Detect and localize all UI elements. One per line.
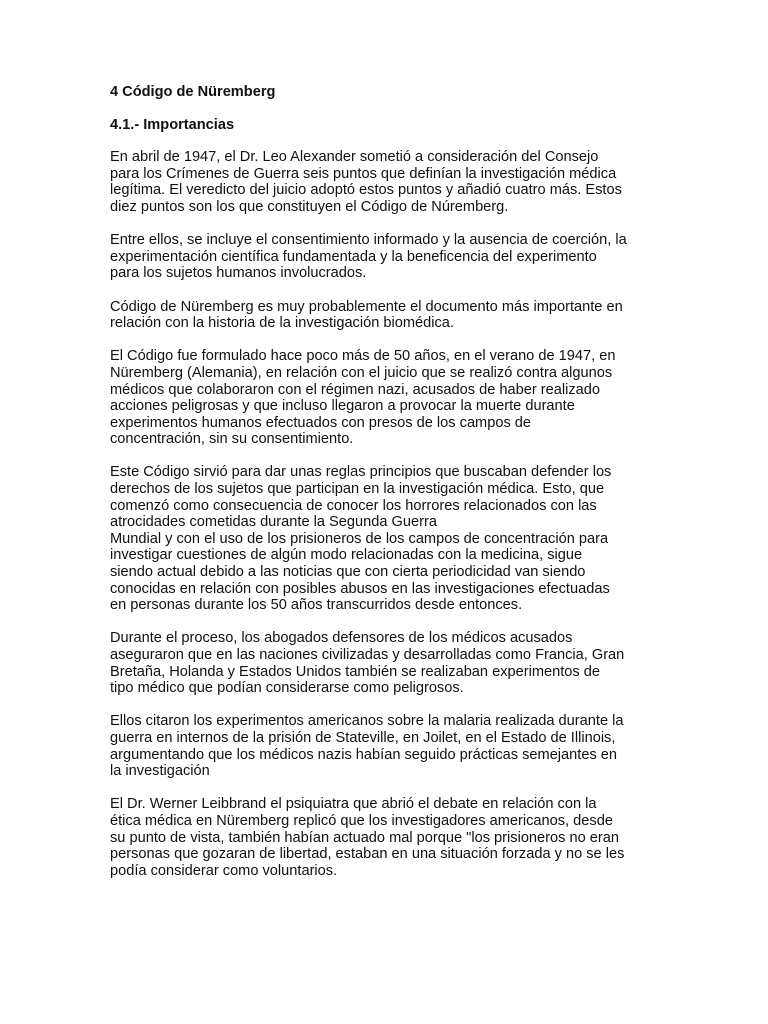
- paragraph-line: la investigación: [110, 763, 210, 780]
- paragraph: [110, 299, 670, 332]
- paragraph: [110, 713, 670, 779]
- paragraph-line: Entre ellos, se incluye el consentimiento informado y la ausencia de coerción, la: [110, 232, 627, 249]
- paragraph-line: su punto de vista, también habían actuado mal porque "los prisioneros no eran: [110, 829, 619, 846]
- paragraph-line: relación con la historia de la investigación biomédica.: [110, 315, 454, 332]
- paragraph-line: Bretaña, Holanda y Estados Unidos también se realizaban experimentos de: [110, 663, 600, 680]
- paragraph-line: en personas durante los 50 años transcurridos desde entonces.: [110, 597, 523, 614]
- paragraph-line: experimentos humanos efectuados con presos de los campos de: [110, 414, 532, 431]
- section-heading: 4.1.- Importancias: [110, 116, 235, 133]
- paragraph-line: argumentando que los médicos nazis habían seguido prácticas semejantes en: [110, 746, 618, 763]
- paragraph-line: para los sujetos humanos involucrados.: [110, 265, 367, 282]
- paragraph-line: Durante el proceso, los abogados defensores de los médicos acusados: [110, 630, 573, 647]
- document-body: [110, 84, 670, 896]
- document-title: 4 Código de Nüremberg: [110, 84, 276, 100]
- paragraph-line: Ellos citaron los experimentos americanos sobre la malaria realizada durante la: [110, 713, 624, 730]
- paragraph-list: [110, 149, 670, 879]
- paragraph-line: Mundial y con el uso de los prisioneros de los campos de concentración para: [110, 530, 609, 547]
- paragraph: [110, 232, 670, 282]
- paragraph-line: tipo médico que podían considerarse como peligrosos.: [110, 680, 464, 697]
- paragraph-line: Nüremberg (Alemania), en relación con el juicio que se realizó contra algunos: [110, 364, 613, 381]
- paragraph-line: diez puntos son los que constituyen el Código de Núremberg.: [110, 198, 509, 215]
- paragraph: [110, 796, 670, 879]
- paragraph: [110, 348, 670, 448]
- paragraph-line: comenzó como consecuencia de conocer los horrores relacionados con las: [110, 497, 597, 514]
- paragraph-line: guerra en internos de la prisión de Stateville, en Joilet, en el Estado de Illinois,: [110, 729, 616, 746]
- paragraph-line: conocidas en relación con posibles abusos en las investigaciones efectuadas: [110, 580, 610, 597]
- paragraph-line: aseguraron que en las naciones civilizadas y desarrolladas como Francia, Gran: [110, 647, 625, 663]
- paragraph-line: investigar cuestiones de algún modo relacionadas con la medicina, sigue: [110, 547, 583, 564]
- paragraph-line: personas que gozaran de libertad, estaban en una situación forzada y no se les: [110, 846, 625, 863]
- paragraph-line: acciones peligrosas y que incluso llegaron a provocar la muerte durante: [110, 398, 575, 415]
- paragraph: [110, 630, 670, 696]
- paragraph-line: experimentación científica fundamentada y la beneficencia del experimento: [110, 248, 597, 265]
- paragraph-line: legítima. El veredicto del juicio adoptó estos puntos y añadió cuatro más. Estos: [110, 182, 622, 199]
- paragraph-line: ética médica en Nüremberg replicó que los investigadores americanos, desde: [110, 812, 613, 829]
- paragraph-line: El Código fue formulado hace poco más de 50 años, en el verano de 1947, en: [110, 348, 616, 365]
- paragraph-line: Código de Nüremberg es muy probablemente el documento más importante en: [110, 298, 623, 315]
- paragraph: [110, 149, 670, 215]
- paragraph-line: concentración, sin su consentimiento.: [110, 431, 354, 448]
- paragraph-line: derechos de los sujetos que participan en la investigación médica. Esto, que: [110, 481, 605, 498]
- paragraph-line: Este Código sirvió para dar unas reglas principios que buscaban defender los: [110, 464, 612, 481]
- paragraph-line: médicos que colaboraron con el régimen nazi, acusados de haber realizado: [110, 381, 601, 398]
- paragraph-line: podía considerar como voluntarios.: [110, 862, 338, 879]
- paragraph-line: En abril de 1947, el Dr. Leo Alexander sometió a consideración del Consejo: [110, 149, 599, 166]
- paragraph-line: para los Crímenes de Guerra seis puntos que definían la investigación médica: [110, 165, 617, 182]
- paragraph-line: atrocidades cometidas durante la Segunda Guerra: [110, 514, 437, 531]
- paragraph: [110, 464, 670, 613]
- paragraph-line: siendo actual debido a las noticias que con cierta periodicidad van siendo: [110, 564, 586, 581]
- paragraph-line: El Dr. Werner Leibbrand el psiquiatra que abrió el debate en relación con la: [110, 796, 597, 813]
